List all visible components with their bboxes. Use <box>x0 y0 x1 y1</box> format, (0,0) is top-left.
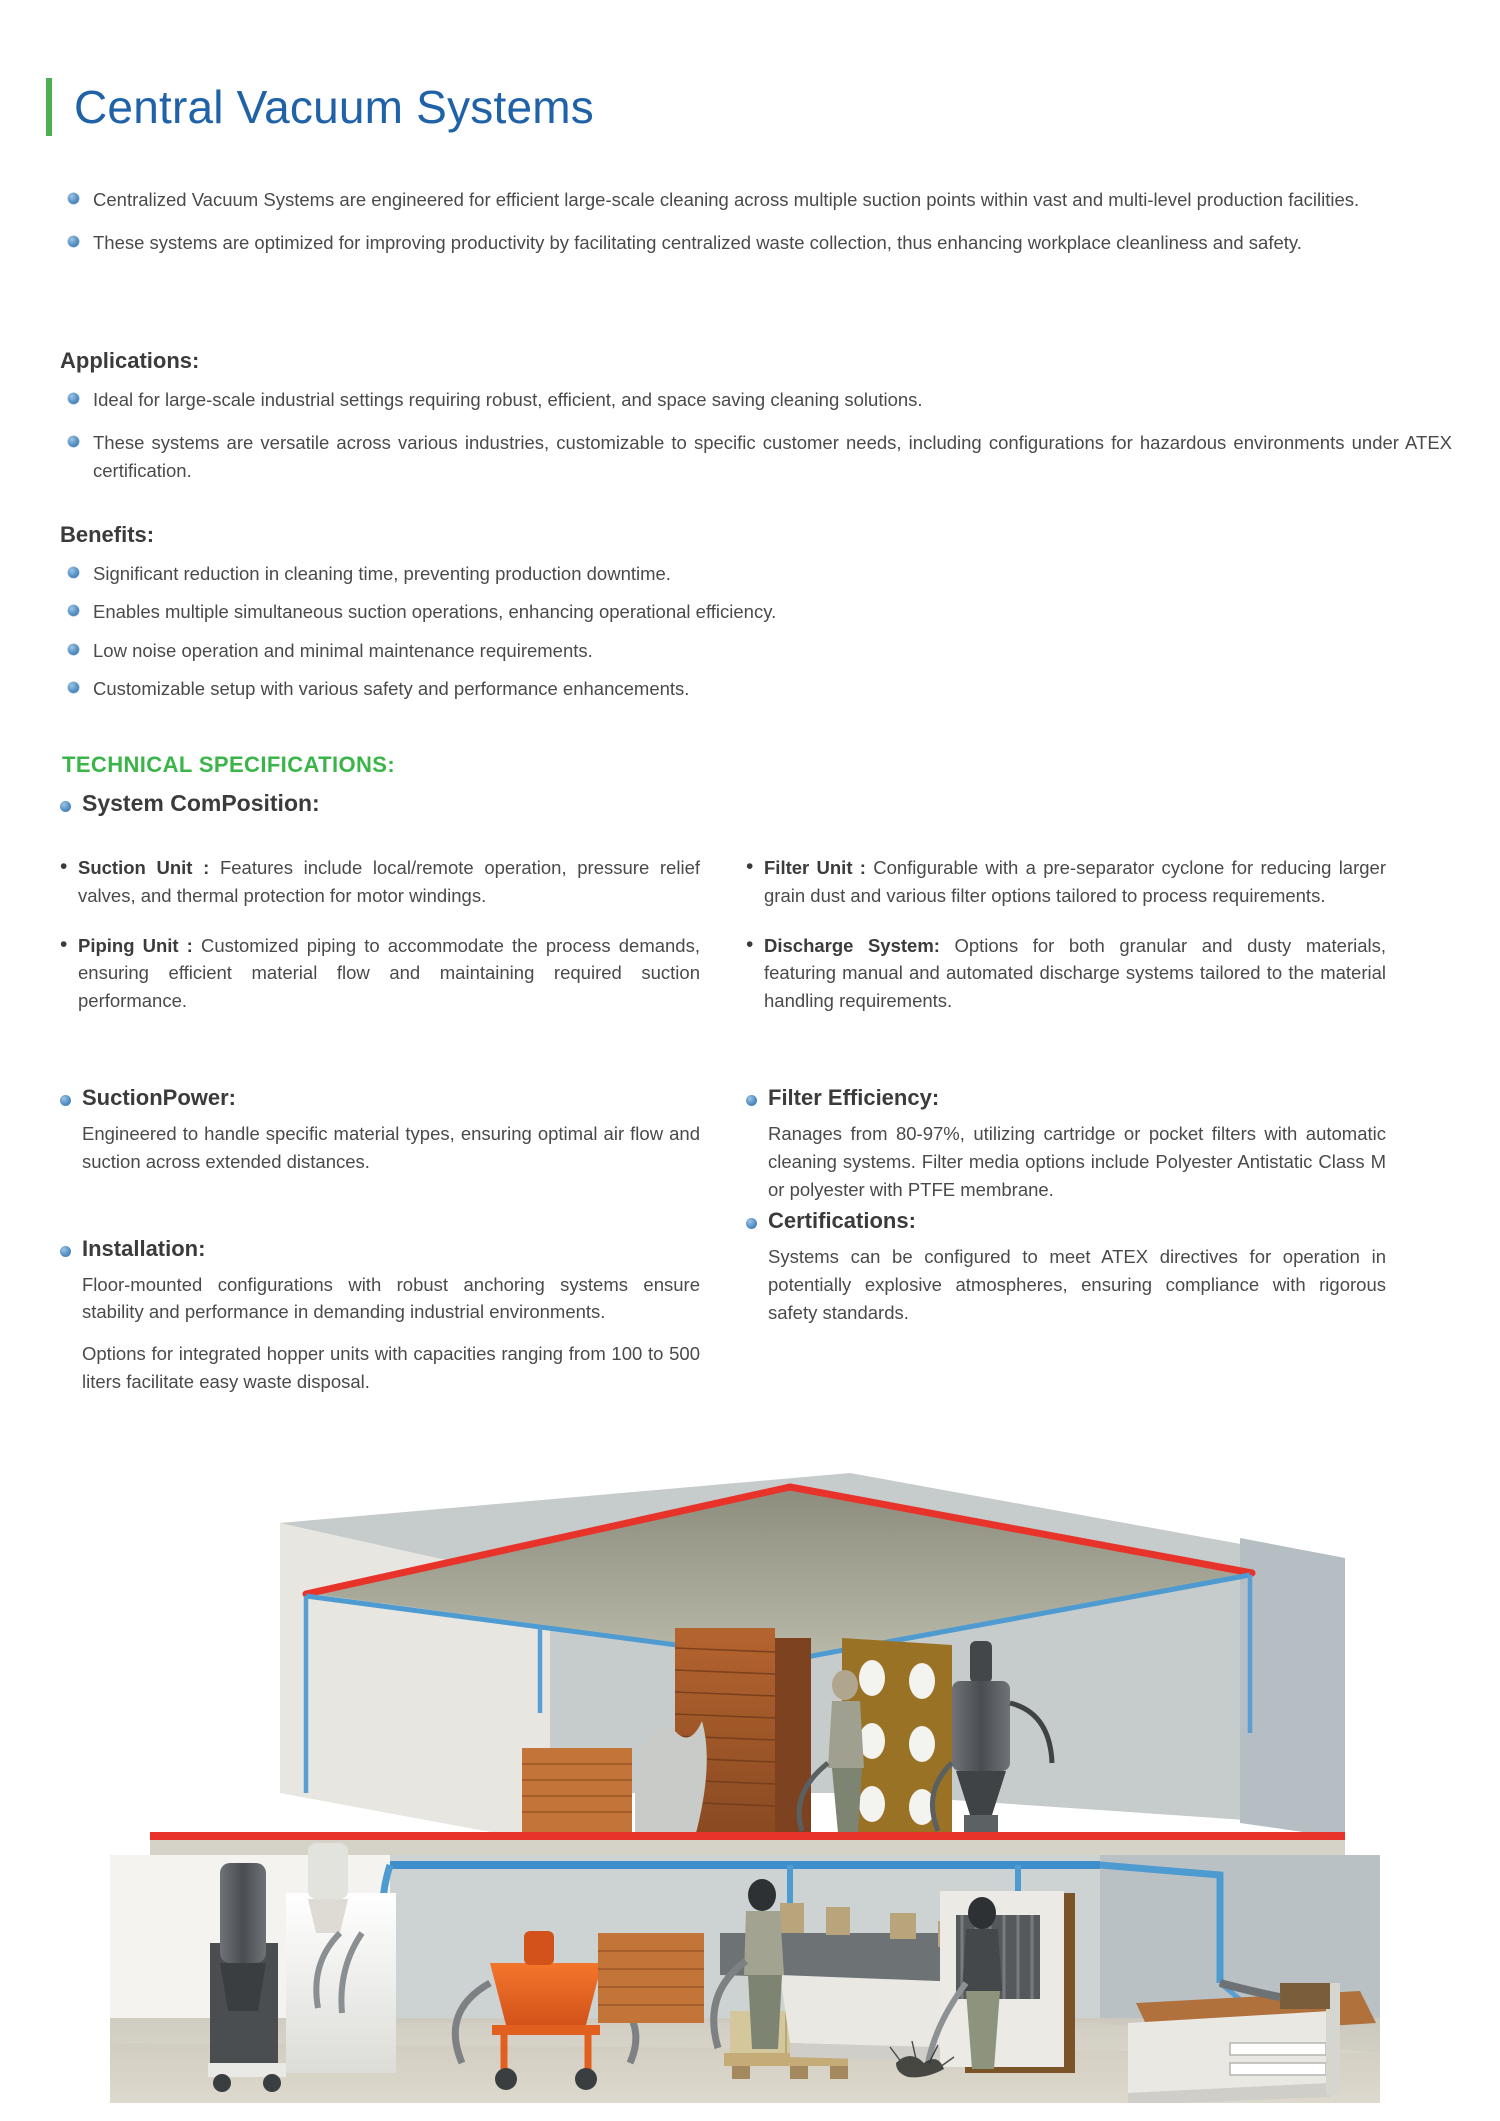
spec-group-filter-efficiency <box>746 1085 1386 1203</box>
panel-machine <box>940 1891 1064 2067</box>
sub-item-piping-unit-label: Piping Unit : <box>78 934 193 956</box>
sub-item-suction-unit-label: Suction Unit : <box>78 857 210 878</box>
technical-specifications-heading: TECHNICAL SPECIFICATIONS: <box>62 752 396 777</box>
upper-floor-scene <box>150 1473 1345 1855</box>
facility-illustration-svg <box>90 1463 1410 2103</box>
system-composition-columns <box>60 854 1452 1037</box>
benefits-bullet-2: Enables multiple simultaneous suction operations, enhancing operational efficiency. <box>60 598 1452 625</box>
benefits-section <box>60 522 1452 714</box>
technical-specifications-heading-wrap <box>62 752 395 778</box>
system-composition-right-column <box>746 854 1386 1037</box>
lower-floor-scene <box>110 1843 1380 2103</box>
spec-body-certifications-1: Systems can be configured to meet ATEX directives for operation in potentially explosive atmospheres, ensuring compliance with rigorous safety standards. <box>768 1246 1386 1323</box>
spec-body-suction-power-1: Engineered to handle specific material types, ensuring optimal air flow and suction across extended distances. <box>82 1123 700 1172</box>
sub-item-filter-unit-label: Filter Unit : <box>764 857 866 878</box>
spec-group-installation <box>60 1236 700 1396</box>
system-composition-left-column <box>60 854 700 1037</box>
applications-section <box>60 348 1452 500</box>
spec-body-installation-1: Floor-mounted configurations with robust anchoring systems ensure stability and performance in demanding industrial environments. <box>82 1273 700 1323</box>
intro-bullet-2: These systems are optimized for improving productivity by facilitating centralized waste collection, thus enhancing workplace cleanliness and safety. <box>60 229 1452 256</box>
spec-body-installation-2: Options for integrated hopper units with capacities ranging from 100 to 500 liters facilitate easy waste disposal. <box>82 1343 700 1392</box>
intro-section <box>60 186 1452 273</box>
spec-group-suction-power <box>60 1085 700 1176</box>
sub-item-discharge-system-text: Options for both granular and dusty materials, featuring manual and automated discharge systems tailored to the material handling requirements. <box>764 934 1387 1011</box>
title-accent-bar <box>46 78 52 136</box>
system-composition-heading: System ComPosition: <box>60 790 1452 817</box>
wood-crate-upper <box>522 1748 632 1833</box>
spec-heading-certifications-real: Certifications: <box>746 1208 1386 1234</box>
system-composition-heading-wrap <box>60 790 1452 817</box>
intro-bullet-1: Centralized Vacuum Systems are engineered for efficient large-scale cleaning across multiple suction points within vast and multi-level production facilities. <box>60 186 1452 213</box>
page-title: Central Vacuum Systems <box>74 81 594 133</box>
sub-item-piping-unit-text: Customized piping to accommodate the process demands, ensuring efficient material flow and maintaining required suction performance. <box>78 934 700 1011</box>
spec-left-column <box>60 1085 700 1422</box>
benefits-bullet-3: Low noise operation and minimal maintenance requirements. <box>60 637 1452 664</box>
page-title-row <box>46 78 594 136</box>
sub-item-piping-unit <box>60 932 700 1015</box>
benefits-bullet-4: Customizable setup with various safety and performance enhancements. <box>60 675 1452 702</box>
sub-item-discharge-system <box>746 932 1386 1015</box>
spec-groups-columns <box>60 1085 1452 1422</box>
spec-body-filter-efficiency-1: Ranages from 80-97%, utilizing cartridge or pocket filters with automatic cleaning systems. Filter media options include Polyester Antistatic Class M or polyester with PTFE membrane. <box>768 1123 1386 1200</box>
spec-right-column <box>746 1085 1386 1422</box>
sub-item-suction-unit <box>60 854 700 910</box>
sub-item-filter-unit <box>746 854 1386 910</box>
sub-item-discharge-system-label: Discharge System: <box>764 934 940 956</box>
applications-bullet-1: Ideal for large-scale industrial settings requiring robust, efficient, and space saving cleaning solutions. <box>60 386 1452 413</box>
sub-item-filter-unit-text: Configurable with a pre-separator cyclone for reducing larger grain dust and various filter options tailored to process requirements. <box>764 857 1386 906</box>
applications-bullet-2: These systems are versatile across various industries, customizable to specific customer needs, including configurations for hazardous environments under ATEX certification. <box>60 429 1452 484</box>
benefits-heading: Benefits: <box>60 522 155 547</box>
spec-heading-filter-efficiency: Filter Efficiency: <box>746 1085 1386 1111</box>
spec-heading-installation: Installation: <box>60 1236 700 1262</box>
facility-illustration <box>90 1463 1410 2103</box>
applications-heading: Applications: <box>60 348 200 373</box>
sub-item-suction-unit-text: Features include local/remote operation, pressure relief valves, and thermal protection for motor windings. <box>78 857 700 906</box>
benefits-bullet-1: Significant reduction in cleaning time, preventing production downtime. <box>60 560 1452 587</box>
wood-stack-lower <box>598 1933 704 2023</box>
spec-heading-suction-power: SuctionPower: <box>60 1085 700 1111</box>
upper-right-wall <box>1240 1538 1345 1838</box>
spec-group-certifications <box>746 1208 1386 1326</box>
